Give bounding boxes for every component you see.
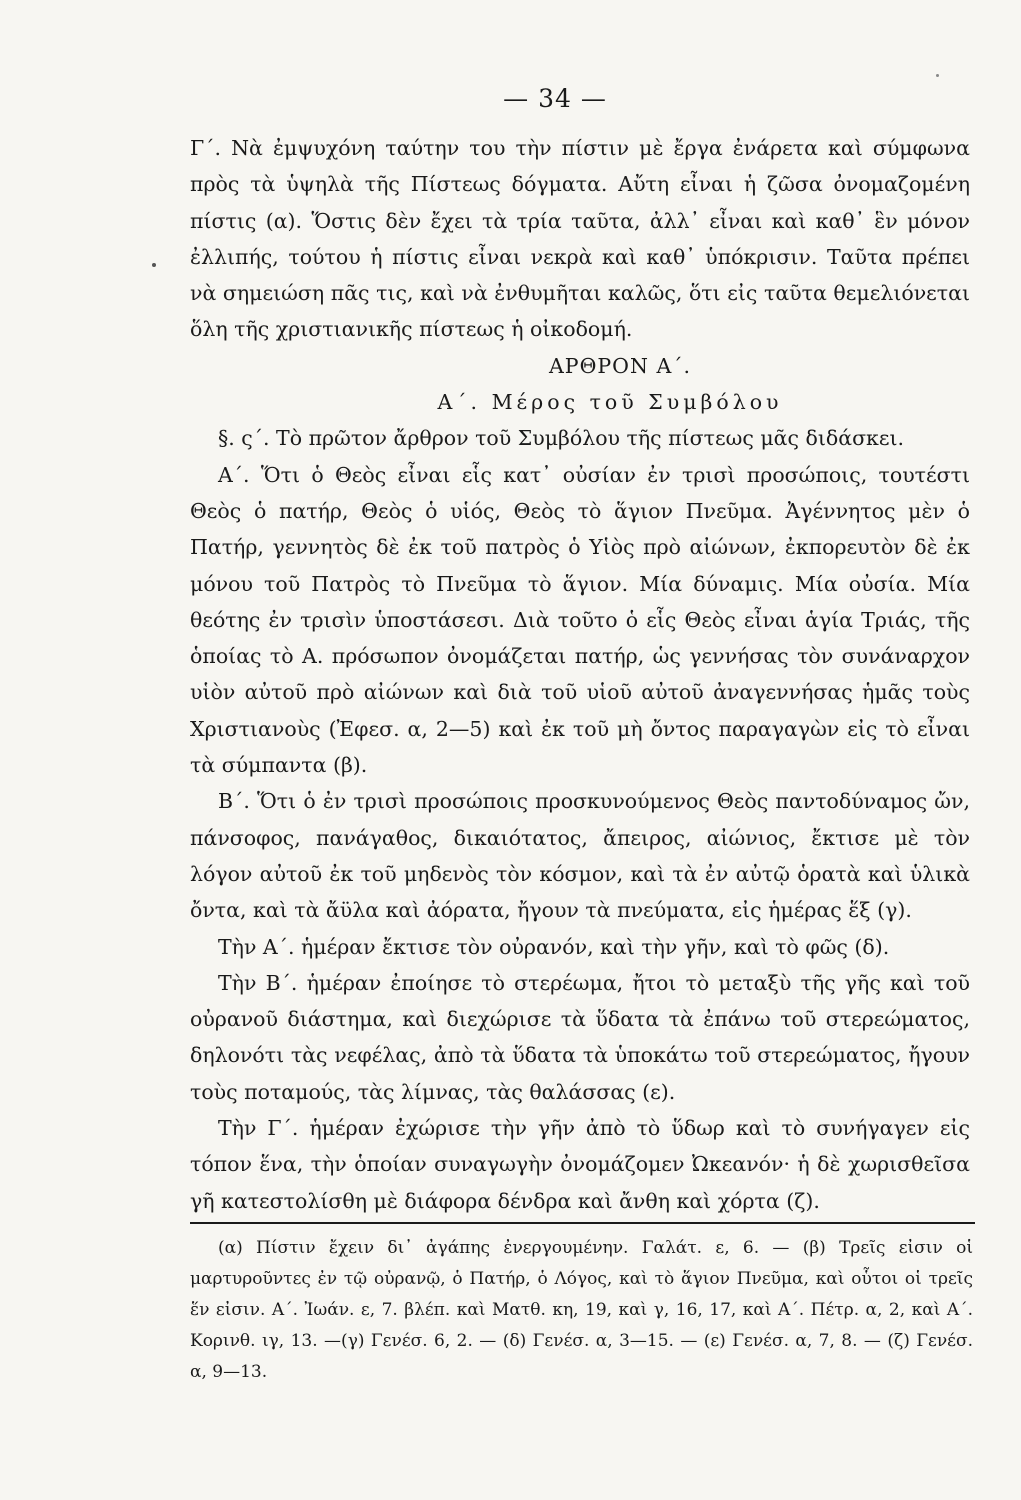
scan-speck bbox=[152, 263, 156, 267]
paragraph-day-three: Τὴν Γ΄. ἡμέραν ἐχώρισε τὴν γῆν ἀπὸ τὸ ὕδωρ καὶ τὸ συνήγαγεν εἰς τόπον ἕνα, τὴν ὁποίαν συναγωγὴν ὀνομάζομεν Ὠκεανόν· ἡ δὲ χωρισθεῖσα γῆ κατεστολίσθη μὲ διάφορα δένδρα καὶ ἄνθη καὶ χόρτα (ζ). bbox=[190, 1116, 970, 1213]
footnotes bbox=[190, 1233, 973, 1388]
footnote-divider bbox=[190, 1222, 975, 1224]
article-heading: ΑΡΘΡΟΝ Α΄. bbox=[548, 353, 692, 378]
paragraph-day-two: Τὴν Β΄. ἡμέραν ἐποίησε τὸ στερέωμα, ἤτοι τὸ μεταξὺ τῆς γῆς καὶ τοῦ οὐρανοῦ διάστημα, καὶ διεχώρισε τὰ ὕδατα τὰ ἐπάνω τοῦ στερεώματος, δηλονότι τὰς νεφέλας, ἀπὸ τὰ ὕδατα τὰ ὑποκάτω τοῦ στερεώματος, ἤγουν τοὺς ποταμούς, τὰς λίμνας, τὰς θαλάσσας (ε). bbox=[190, 970, 970, 1104]
paragraph-day-one: Τὴν Α΄. ἡμέραν ἔκτισε τὸν οὐρανόν, καὶ τὴν γῆν, καὶ τὸ φῶς (δ). bbox=[218, 934, 890, 959]
paragraph-trinity: Α΄. Ὅτι ὁ Θεὸς εἶναι εἷς κατ᾽ οὐσίαν ἐν τρισὶ προσώποις, τουτέστι Θεὸς ὁ πατήρ, Θεὸς ὁ υἱός, Θεὸς τὸ ἅγιον Πνεῦμα. Ἀγέννητος μὲν ὁ Πατήρ, γεννητὸς δὲ ἐκ τοῦ πατρὸς ὁ Υἱὸς πρὸ αἰώνων, ἐκπορευτὸν δὲ ἐκ μόνου τοῦ Πατρὸς τὸ Πνεῦμα τὸ ἅγιον. Μία δύναμις. Μία οὐσία. Μία θεότης ἐν τρισὶν ὑποστάσεσι. Διὰ τοῦτο ὁ εἷς Θεὸς εἶναι ἁγία Τριάς, τῆς ὁποίας τὸ Α. πρόσωπον ὀνομάζεται πατήρ, ὡς γεννήσας τὸν συνάναρχον υἱὸν αὐτοῦ πρὸ αἰώνων καὶ διὰ τοῦ υἱοῦ αὐτοῦ ἀναγεννήσας ἡμᾶς τοὺς Χριστιανοὺς (Ἐφεσ. α, 2—5) καὶ ἐκ τοῦ μὴ ὄντος παραγαγὼν εἰς τὸ εἶναι τὰ σύμπαντα (β). bbox=[190, 462, 970, 778]
paragraph-faith-living: Γ΄. Νὰ ἐμψυχόνη ταύτην του τὴν πίστιν μὲ ἔργα ἐνάρετα καὶ σύμφωνα πρὸς τὰ ὑψηλὰ τῆς Πίστεως δόγματα. Αὔτη εἶναι ἡ ζῶσα ὀνομαζομένη πίστις (α). Ὅστις δὲν ἔχει τὰ τρία ταῦτα, ἀλλ᾽ εἶναι καὶ καθ᾽ ἓν μόνον ἐλλιπής, τούτου ἡ πίστις εἶναι νεκρὰ καὶ καθ᾽ ὑπόκρισιν. Ταῦτα πρέπει νὰ σημειώση πᾶς τις, καὶ νὰ ἐνθυμῆται καλῶς, ὅτι εἰς ταῦτα θεμελιόνεται ὅλη τῆς χριστιανικῆς πίστεως ἡ οἰκοδομή. bbox=[190, 136, 970, 342]
paragraph-creation: Β΄. Ὅτι ὁ ἐν τρισὶ προσώποις προσκυνούμενος Θεὸς παντοδύναμος ὤν, πάνσοφος, πανάγαθος, δικαιότατος, ἄπειρος, αἰώνιος, ἔκτισε μὲ τὸν λόγον αὐτοῦ ἐκ τοῦ μηδενὸς τὸν κόσμον, καὶ τὰ ἐν αὐτῷ ὁρατὰ καὶ ὑλικὰ ὄντα, καὶ τὰ ἄϋλα καὶ ἀόρατα, ἤγουν τὰ πνεύματα, εἰς ἡμέρας ἕξ (γ). bbox=[190, 789, 970, 923]
main-text bbox=[190, 130, 970, 1219]
scan-speck bbox=[936, 74, 939, 77]
part-heading: Α΄. Μέρος τοῦ Συμβόλου bbox=[437, 390, 783, 415]
footnote-text: (α) Πίστιν ἔχειν δι᾽ ἀγάπης ἐνεργουμένην. Γαλάτ. ε, 6. — (β) Τρεῖς εἰσιν οἱ μαρτυροῦντες ἐν τῷ οὐρανῷ, ὁ Πατήρ, ὁ Λόγος, καὶ τὸ ἅγιον Πνεῦμα, καὶ οὗτοι οἱ τρεῖς ἕν εἰσιν. Α΄. Ἰωάν. ε, 7. βλέπ. καὶ Ματθ. κη, 19, καὶ γ, 16, 17, καὶ Α΄. Πέτρ. α, 2, καὶ Α΄. Κορινθ. ιγ, 13. —(γ) Γενέσ. 6, 2. — (δ) Γενέσ. α, 3—15. — (ε) Γενέσ. α, 7, 8. — (ζ) Γενέσ. α, 9—13. bbox=[190, 1238, 973, 1382]
page-number: — 34 — bbox=[503, 84, 607, 113]
section-heading: §. ς΄. Τὸ πρῶτον ἄρθρον τοῦ Συμβόλου τῆς πίστεως μᾶς διδάσκει. bbox=[218, 426, 905, 451]
